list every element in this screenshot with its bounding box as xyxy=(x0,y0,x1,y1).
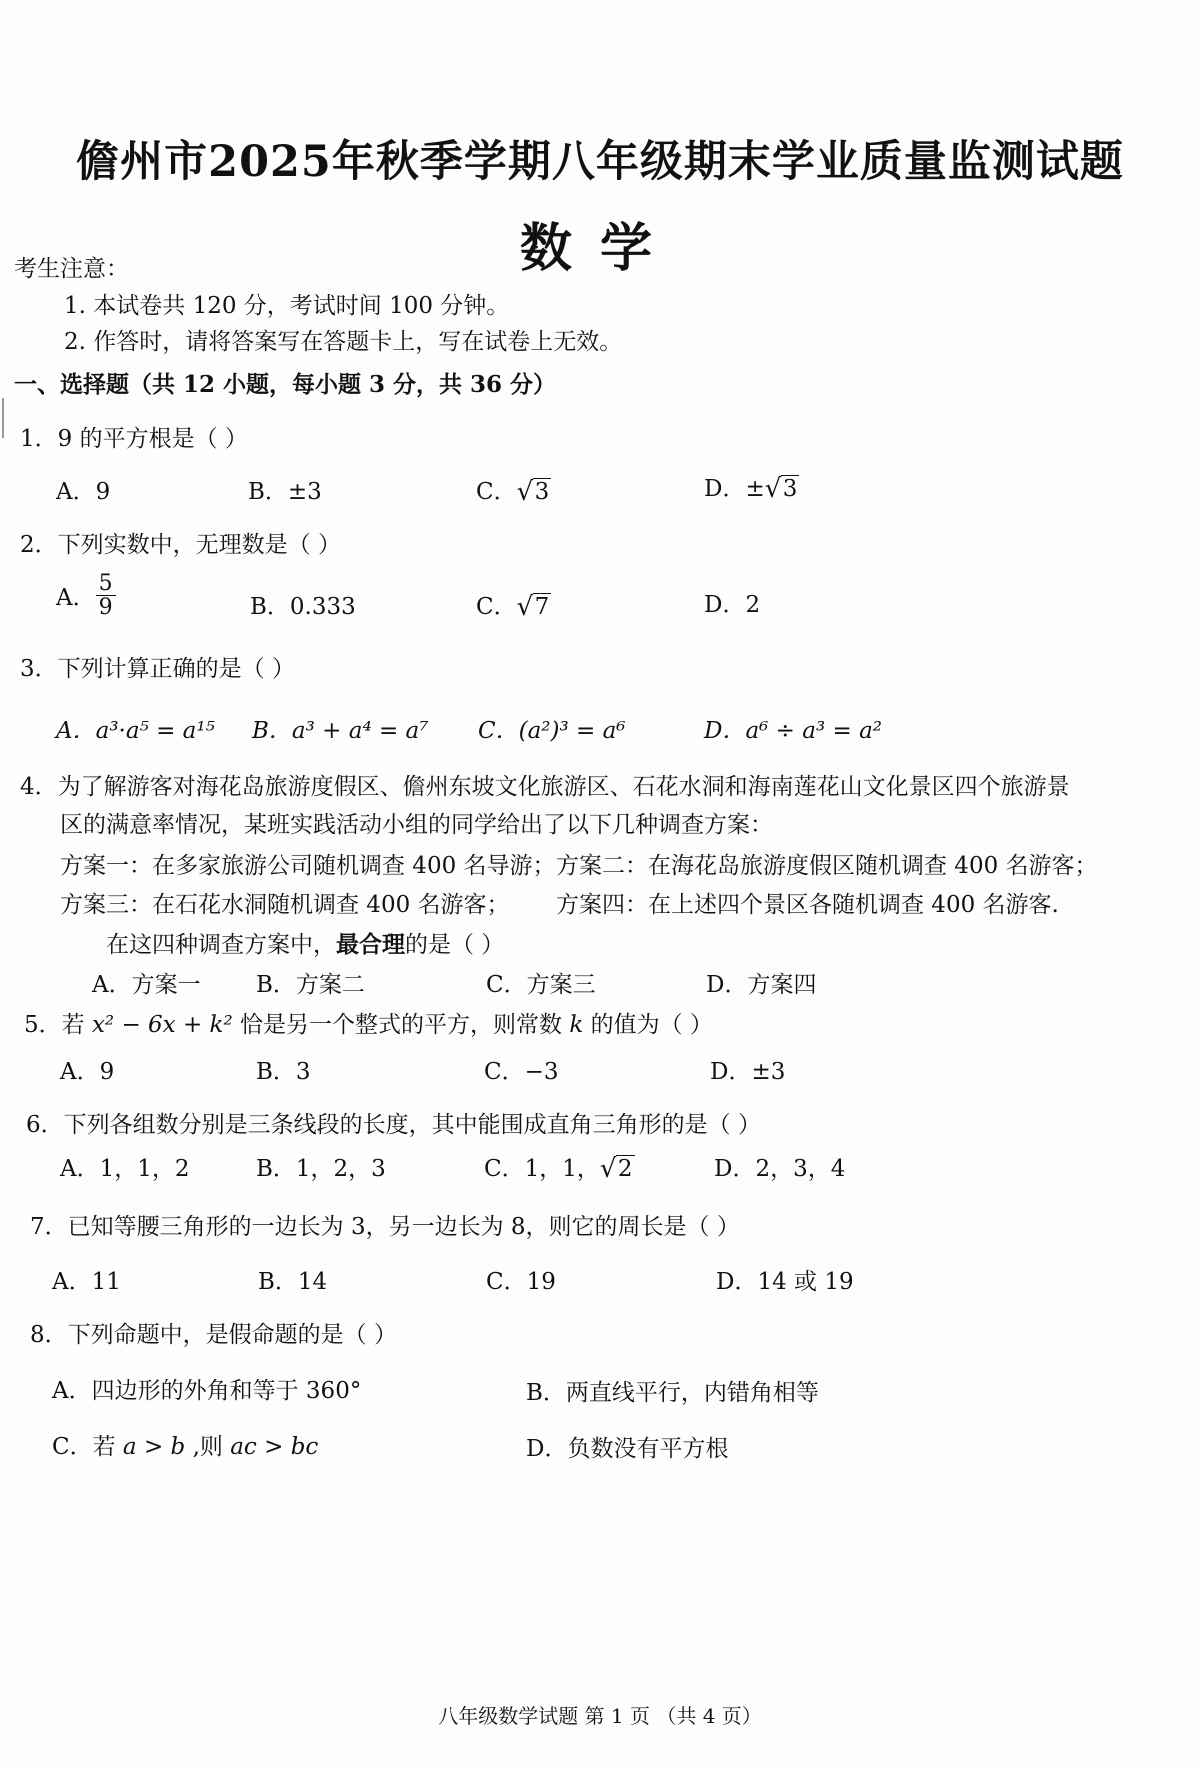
notice-item-1: 1. 本试卷共 120 分，考试时间 100 分钟。 xyxy=(64,293,510,319)
q8-option-a: A．四边形的外角和等于 360° xyxy=(52,1378,362,1404)
q7-option-c: C．19 xyxy=(486,1269,556,1295)
q1-stem: 1．9 的平方根是（ ） xyxy=(20,426,248,452)
q3-option-c: C．(a²)³ = a⁶ xyxy=(478,718,626,744)
q4-stem-line-2: 区的满意率情况，某班实践活动小组的同学给出了以下几种调查方案： xyxy=(60,812,773,838)
q5-option-a: A．9 xyxy=(60,1059,115,1085)
q3-stem: 3．下列计算正确的是（ ） xyxy=(20,656,295,682)
notice-heading: 考生注意： xyxy=(14,256,129,282)
q7-option-d: D．14 或 19 xyxy=(716,1269,854,1295)
q4-option-d: D．方案四 xyxy=(706,972,817,998)
q4-plan-2: 方案二：在海花岛旅游度假区随机调查 400 名游客； xyxy=(556,853,1098,879)
q8-option-c: C．若 a > b ,则 ac > bc xyxy=(52,1434,319,1460)
q4-stem-line-1: 4．为了解游客对海花岛旅游度假区、儋州东坡文化旅游区、石花水洞和海南莲花山文化景区四个旅游景 xyxy=(20,774,1070,800)
q6-option-d: D．2，3，4 xyxy=(714,1156,846,1182)
sqrt-symbol: √ 7 xyxy=(516,592,550,622)
notice-item-2: 2. 作答时，请将答案写在答题卡上，写在试卷上无效。 xyxy=(64,329,623,355)
sqrt-symbol: √ 3 xyxy=(764,474,798,504)
q1-option-d: D．± √ 3 xyxy=(704,474,798,504)
sqrt-symbol: √ 3 xyxy=(516,477,550,507)
page-title: 儋州市2025年秋季学期八年级期末学业质量监测试题 xyxy=(76,137,1124,187)
fraction: $\frac{5}{9}$ xyxy=(96,572,116,619)
q4-option-b: B．方案二 xyxy=(256,972,365,998)
q7-option-b: B．14 xyxy=(258,1269,328,1295)
q2-option-d: D．2 xyxy=(704,592,761,618)
q8-stem: 8．下列命题中，是假命题的是（ ） xyxy=(30,1322,397,1348)
q3-option-b: B．a³ + a⁴ = a⁷ xyxy=(252,718,429,744)
page-footer: 八年级数学试题 第 1 页 （共 4 页） xyxy=(438,1704,762,1728)
subject-title: 数学 xyxy=(519,218,680,279)
q8-option-b: B．两直线平行，内错角相等 xyxy=(526,1380,819,1406)
q1-option-b: B．±3 xyxy=(248,479,322,505)
q4-option-c: C．方案三 xyxy=(486,972,596,998)
section-heading: 一、选择题（共 12 小题，每小题 3 分，共 36 分） xyxy=(14,371,557,398)
q5-stem: 5．若 x² − 6x + k² 恰是另一个整式的平方，则常数 k 的值为（ ） xyxy=(24,1012,713,1038)
q7-stem: 7．已知等腰三角形的一边长为 3，另一边长为 8，则它的周长是（ ） xyxy=(30,1214,740,1240)
q4-plan-1: 方案一：在多家旅游公司随机调查 400 名导游； xyxy=(60,853,556,879)
q4-question: 在这四种调查方案中，最合理的是（ ） xyxy=(106,931,505,958)
q3-option-a: A．a³·a⁵ = a¹⁵ xyxy=(56,718,215,744)
q6-option-c: C．1，1， √ 2 xyxy=(484,1154,633,1184)
q7-option-a: A．11 xyxy=(52,1269,121,1295)
q2-option-c: C． √ 7 xyxy=(476,592,550,622)
q5-option-b: B．3 xyxy=(256,1059,311,1085)
q2-option-a: A． $\frac{5}{9}$ xyxy=(56,572,116,619)
q2-option-b: B．0.333 xyxy=(250,594,356,620)
q5-option-c: C．−3 xyxy=(484,1059,559,1085)
q6-stem: 6．下列各组数分别是三条线段的长度，其中能围成直角三角形的是（ ） xyxy=(26,1112,761,1138)
q3-option-d: D．a⁶ ÷ a³ = a² xyxy=(704,718,883,744)
sqrt-symbol: √ 2 xyxy=(599,1154,633,1184)
q6-option-a: A．1，1，2 xyxy=(60,1156,190,1182)
q5-option-d: D．±3 xyxy=(710,1059,786,1085)
q4-plan-4: 方案四：在上述四个景区各随机调查 400 名游客. xyxy=(556,892,1059,918)
q2-stem: 2．下列实数中，无理数是（ ） xyxy=(20,532,341,558)
q1-option-a: A．9 xyxy=(56,479,111,505)
q1-option-c: C． √ 3 xyxy=(476,477,550,507)
q6-option-b: B．1，2，3 xyxy=(256,1156,386,1182)
q4-plan-3: 方案三：在石花水洞随机调查 400 名游客； xyxy=(60,892,510,918)
q4-option-a: A．方案一 xyxy=(92,972,201,998)
q8-option-d: D．负数没有平方根 xyxy=(526,1436,729,1462)
scan-edge-mark xyxy=(2,398,4,438)
